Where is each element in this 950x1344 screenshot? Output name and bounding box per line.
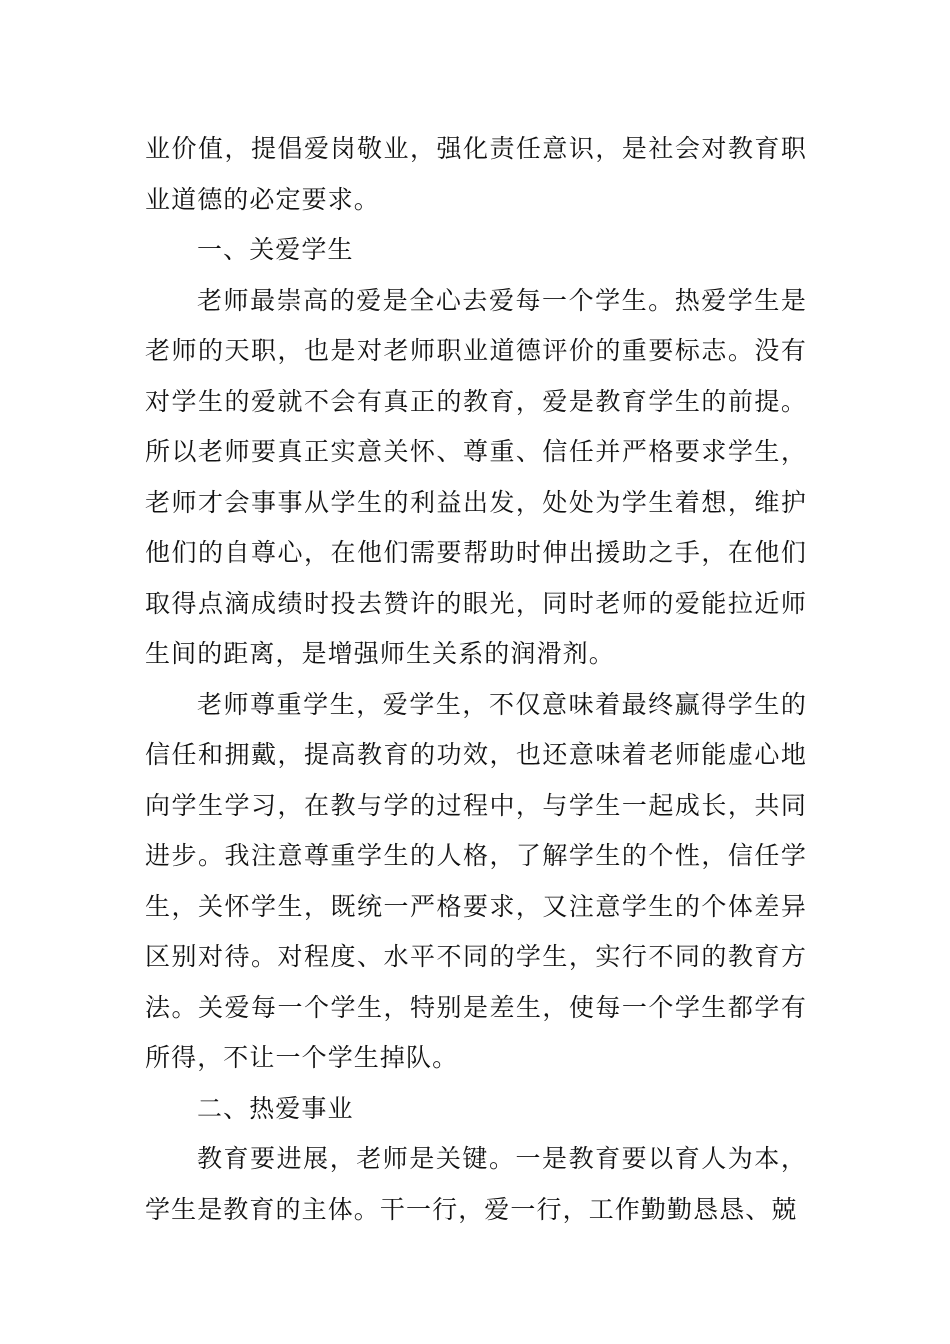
body-paragraph: 教育要进展，老师是关键。一是教育要以育人为本，学生是教育的主体。干一行，爱一行，工作勤勤恳恳、兢 — [145, 1144, 807, 1224]
body-paragraph: 老师尊重学生，爱学生，不仅意味着最终赢得学生的信任和拥戴，提高教育的功效，也还意味着老师能虚心地向学生学习，在教与学的过程中，与学生一起成长，共同进步。我注意尊重学生的人格，了解学生的个性，信任学生，关怀学生，既统一严格要求，又注意学生的个体差异区别对待。对程度、水平不同的学生，实行不同的教育方法。关爱每一个学生，特别是差生，使每一个学生都学有所得，不让一个学生掉队。 — [145, 689, 807, 1072]
body-paragraph: 老师最崇高的爱是全心去爱每一个学生。热爱学生是老师的天职，也是对老师职业道德评价的重要标志。没有对学生的爱就不会有真正的教育，爱是教育学生的前提。所以老师要真正实意关怀、尊重、信任并严格要求学生，老师才会事事从学生的利益出发，处处为学生着想，维护他们的自尊心，在他们需要帮助时伸出援助之手，在他们取得点滴成绩时投去赞许的眼光，同时老师的爱能拉近师生间的距离，是增强师生关系的润滑剂。 — [145, 285, 807, 668]
continuation-paragraph: 业价值，提倡爱岗敬业，强化责任意识，是社会对教育职业道德的必定要求。 — [145, 134, 807, 214]
section-heading-love-career: 二、热爱事业 — [197, 1093, 354, 1123]
section-heading-care-students: 一、关爱学生 — [197, 235, 354, 264]
document-body — [145, 124, 807, 1235]
